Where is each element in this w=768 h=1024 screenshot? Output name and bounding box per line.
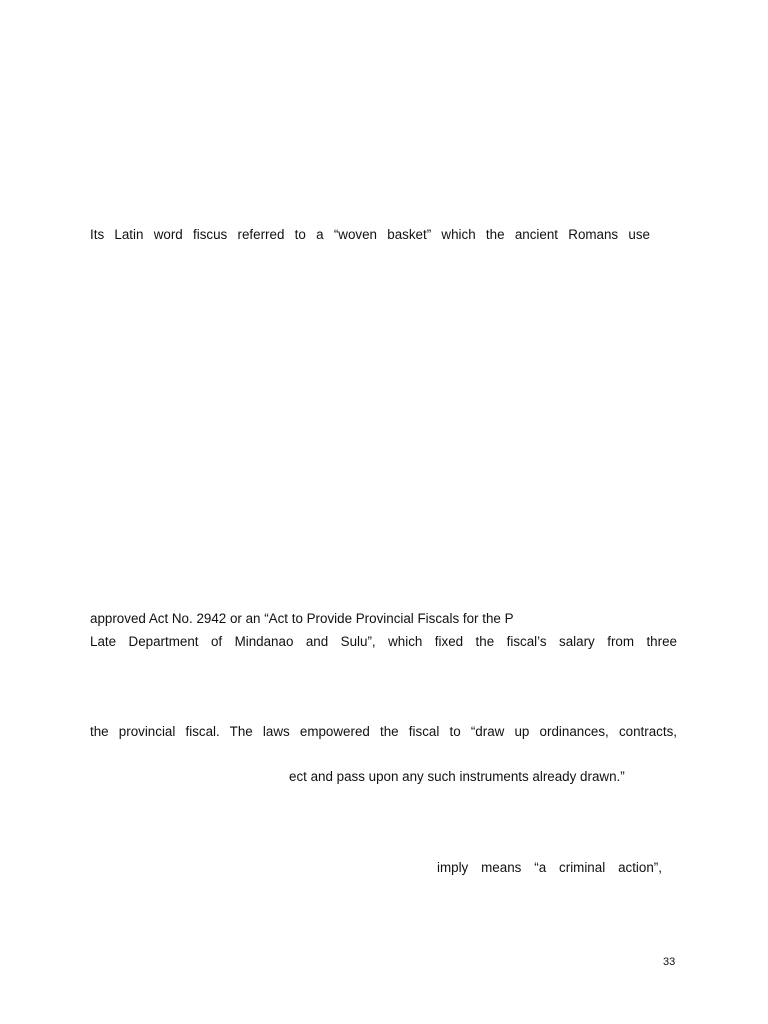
text-line-act-2942: approved Act No. 2942 or an “Act to Provide Provincial Fiscals for the P (90, 611, 514, 626)
text-line-instruments: ect and pass upon any such instruments already drawn.” (289, 769, 625, 784)
text-line-fiscus: Its Latin word fiscus referred to a “woven basket” which the ancient Romans use (90, 227, 650, 242)
page-number: 33 (663, 956, 676, 968)
text-line-mindanao-sulu: Late Department of Mindanao and Sulu”, which fixed the fiscal’s salary from three (90, 634, 677, 649)
text-line-criminal-action: imply means “a criminal action”, (437, 860, 662, 875)
text-line-provincial-fiscal: the provincial fiscal. The laws empowered the fiscal to “draw up ordinances, contracts, (90, 724, 677, 739)
